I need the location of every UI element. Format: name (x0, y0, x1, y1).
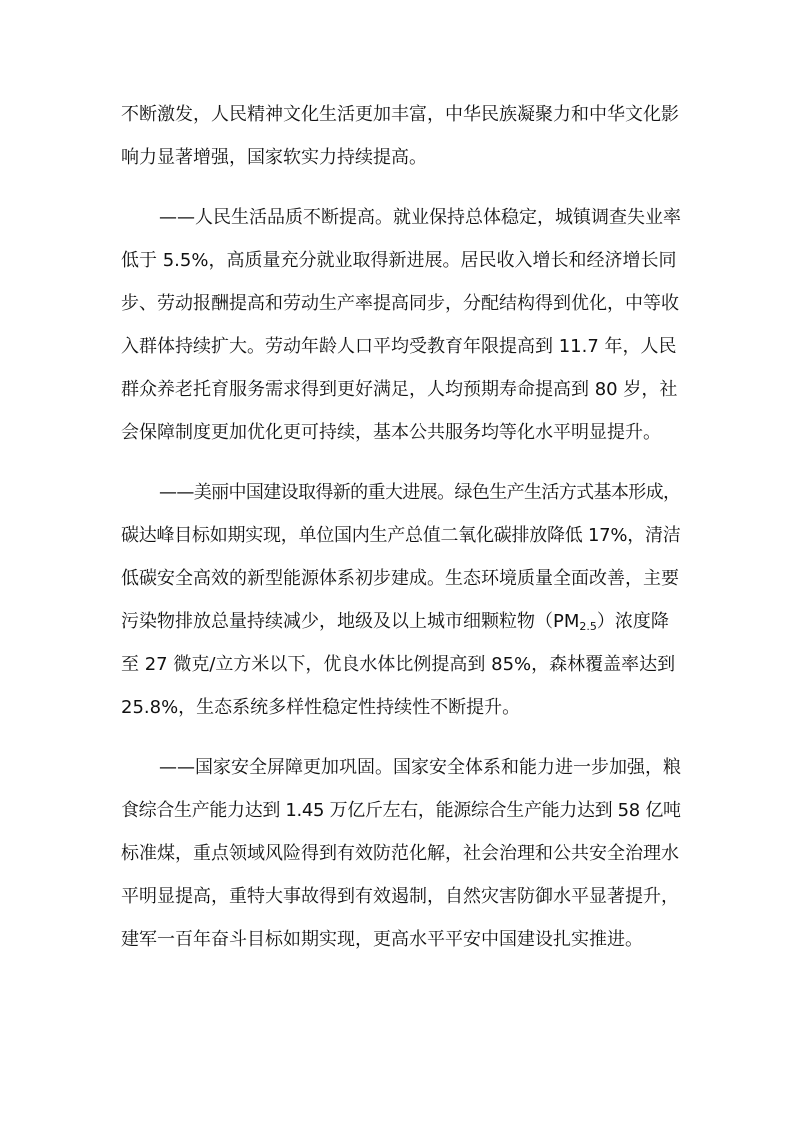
pm-subscript: 2.5 (579, 620, 597, 633)
paragraph-line: 低碳安全高效的新型能源体系初步建成。生态环境质量全面改善，主要 (121, 568, 679, 589)
paragraph-line: 响力显著增强，国家软实力持续提高。 (121, 147, 427, 168)
paragraph-line: 入群体持续扩大。劳动年龄人口平均受教育年限提高到 11.7 年，人民 (121, 336, 677, 357)
paragraph-line: 建军一百年奋斗目标如期实现，更高水平平安中国建设扎实推进。 (121, 929, 643, 950)
paragraph-line: 食综合生产能力达到 1.45 万亿斤左右，能源综合生产能力达到 58 亿吨 (121, 800, 681, 821)
paragraph-line: 群众养老托育服务需求得到更好满足，人均预期寿命提高到 80 岁，社 (121, 379, 678, 400)
paragraph-line: ——人民生活品质不断提高。就业保持总体稳定，城镇调查失业率 (159, 207, 681, 228)
paragraph-line: 25.8%，生态系统多样性稳定性持续性不断提升。 (121, 697, 521, 718)
pm-line-tail: ）浓度降 (596, 611, 669, 632)
pm-line-head: 污染物排放总量持续减少，地级及以上城市细颗粒物（PM (121, 611, 580, 632)
paragraph-line: 平明显提高，重特大事故得到有效遏制，自然灾害防御水平显著提升， (121, 886, 679, 907)
paragraph-line: 低于 5.5%，高质量充分就业取得新进展。居民收入增长和经济增长同 (121, 250, 677, 271)
paragraph-line: 不断激发，人民精神文化生活更加丰富，中华民族凝聚力和中华文化影 (121, 104, 679, 125)
paragraph-line: ——国家安全屏障更加巩固。国家安全体系和能力进一步加强，粮 (159, 757, 681, 778)
paragraph-line: ——美丽中国建设取得新的重大进展。绿色生产生活方式基本形成， (159, 482, 681, 503)
paragraph-line: 碳达峰目标如期实现，单位国内生产总值二氧化碳排放降低 17%，清洁 (121, 525, 681, 546)
paragraph-line-pm25 (121, 609, 681, 635)
paragraph-line: 至 27 微克/立方米以下，优良水体比例提高到 85%，森林覆盖率达到 (121, 654, 676, 675)
paragraph-line: 标准煤，重点领域风险得到有效防范化解，社会治理和公共安全治理水 (121, 843, 679, 864)
paragraph-line: 步、劳动报酬提高和劳动生产率提高同步，分配结构得到优化，中等收 (121, 293, 679, 314)
paragraph-line: 会保障制度更加优化更可持续，基本公共服务均等化水平明显提升。 (121, 422, 661, 443)
